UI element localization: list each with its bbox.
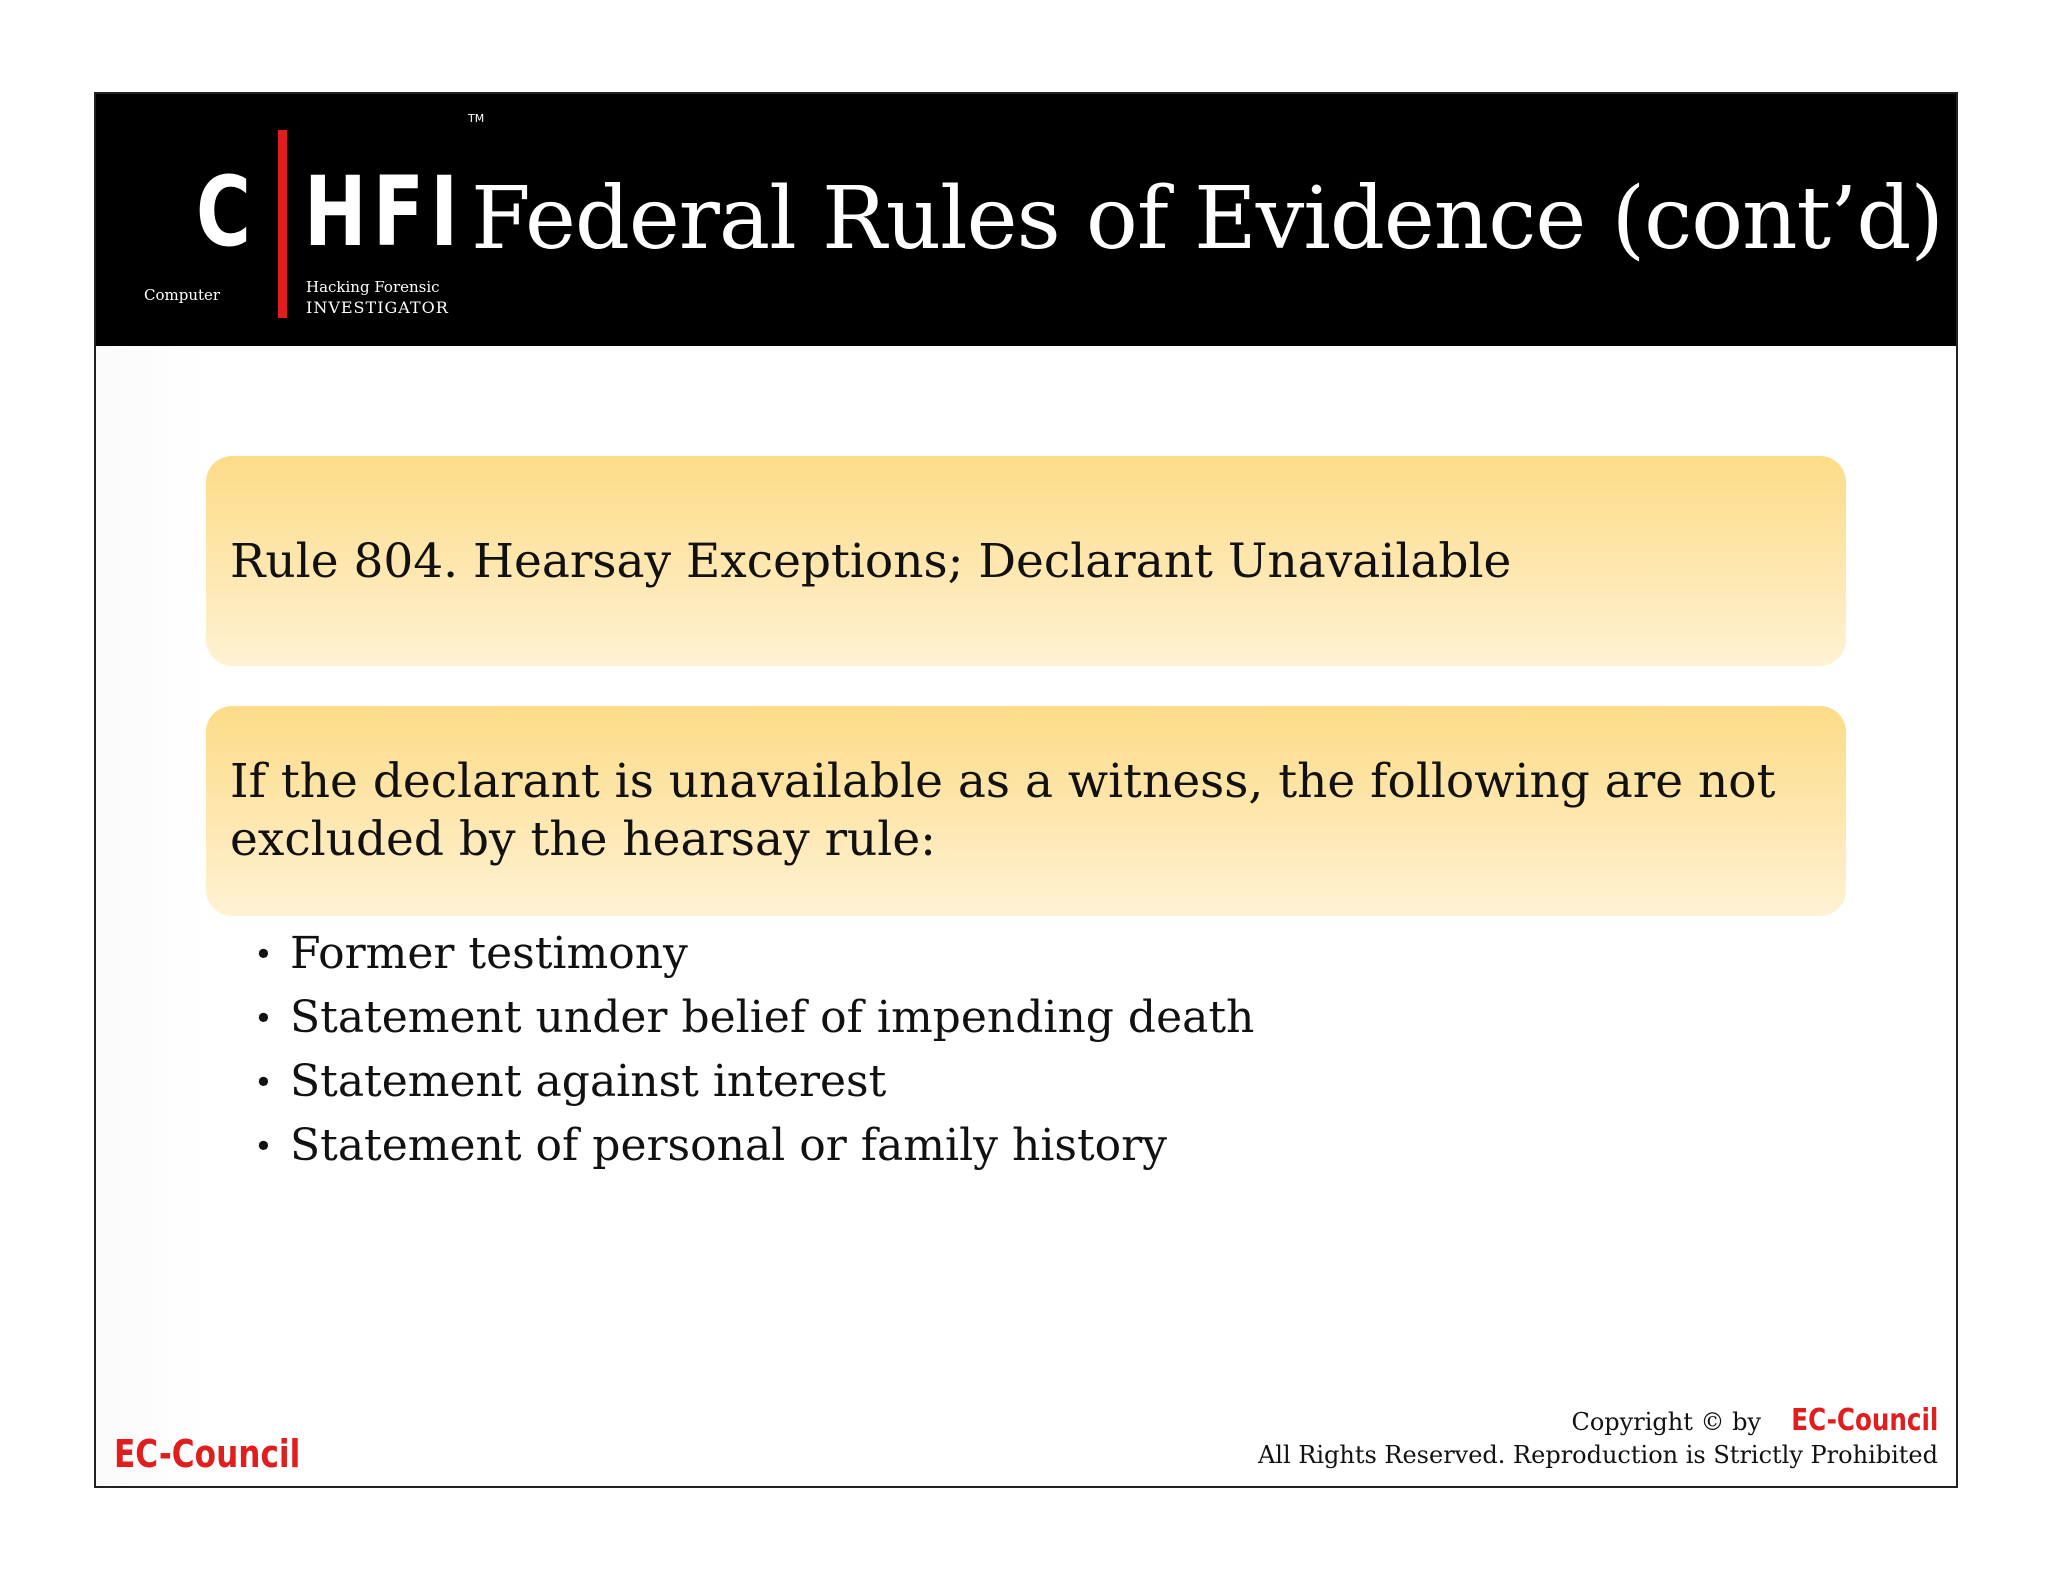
chfi-logo: [136, 112, 485, 326]
list-item-text: Former testimony: [290, 928, 688, 979]
copyright-prefix: Copyright © by: [1571, 1408, 1762, 1436]
logo-letters-hfi: HFI: [304, 156, 465, 268]
list-item-text: Statement under belief of impending death: [290, 992, 1255, 1043]
rule-heading-box: [206, 456, 1846, 666]
copyright-line: [1258, 1404, 1938, 1439]
slide-header: [96, 94, 1956, 346]
trademark-mark: TM: [468, 112, 485, 125]
logo-letter-c: C: [196, 156, 251, 268]
list-item: [254, 1114, 1254, 1178]
list-item-text: Statement against interest: [290, 1056, 887, 1107]
logo-hacking-forensic-text: Hacking Forensic: [306, 278, 440, 296]
logo-computer-text: Computer: [144, 286, 221, 304]
bullet-icon: •: [254, 1127, 273, 1165]
logo-red-bar: [278, 130, 287, 318]
list-item: [254, 986, 1254, 1050]
bullet-icon: •: [254, 999, 273, 1037]
intro-text: [230, 753, 1775, 869]
slide-title: Federal Rules of Evidence (cont’d): [471, 169, 1943, 269]
rights-reserved-text: All Rights Reserved. Reproduction is Strictly Prohibited: [1257, 1441, 1938, 1469]
list-item: [254, 922, 1254, 986]
list-item: [254, 1050, 1254, 1114]
rule-heading: Rule 804. Hearsay Exceptions; Declarant Unavailable: [230, 533, 1512, 589]
bullet-icon: •: [254, 1063, 273, 1101]
ec-council-logo-left: EC-Council: [114, 1432, 301, 1476]
list-item-text: Statement of personal or family history: [290, 1120, 1168, 1171]
logo-investigator-text: INVESTIGATOR: [306, 298, 449, 317]
ec-council-logo-inline: EC-Council: [1790, 1403, 1938, 1438]
copyright-notice: [1258, 1404, 1938, 1471]
intro-line-1: If the declarant is unavailable as a witness, the following are not: [230, 754, 1776, 809]
bullet-icon: •: [254, 935, 273, 973]
intro-line-2: excluded by the hearsay rule:: [230, 812, 936, 867]
exceptions-list: [254, 922, 1254, 1178]
slide: [94, 92, 1958, 1488]
intro-box: [206, 706, 1846, 916]
